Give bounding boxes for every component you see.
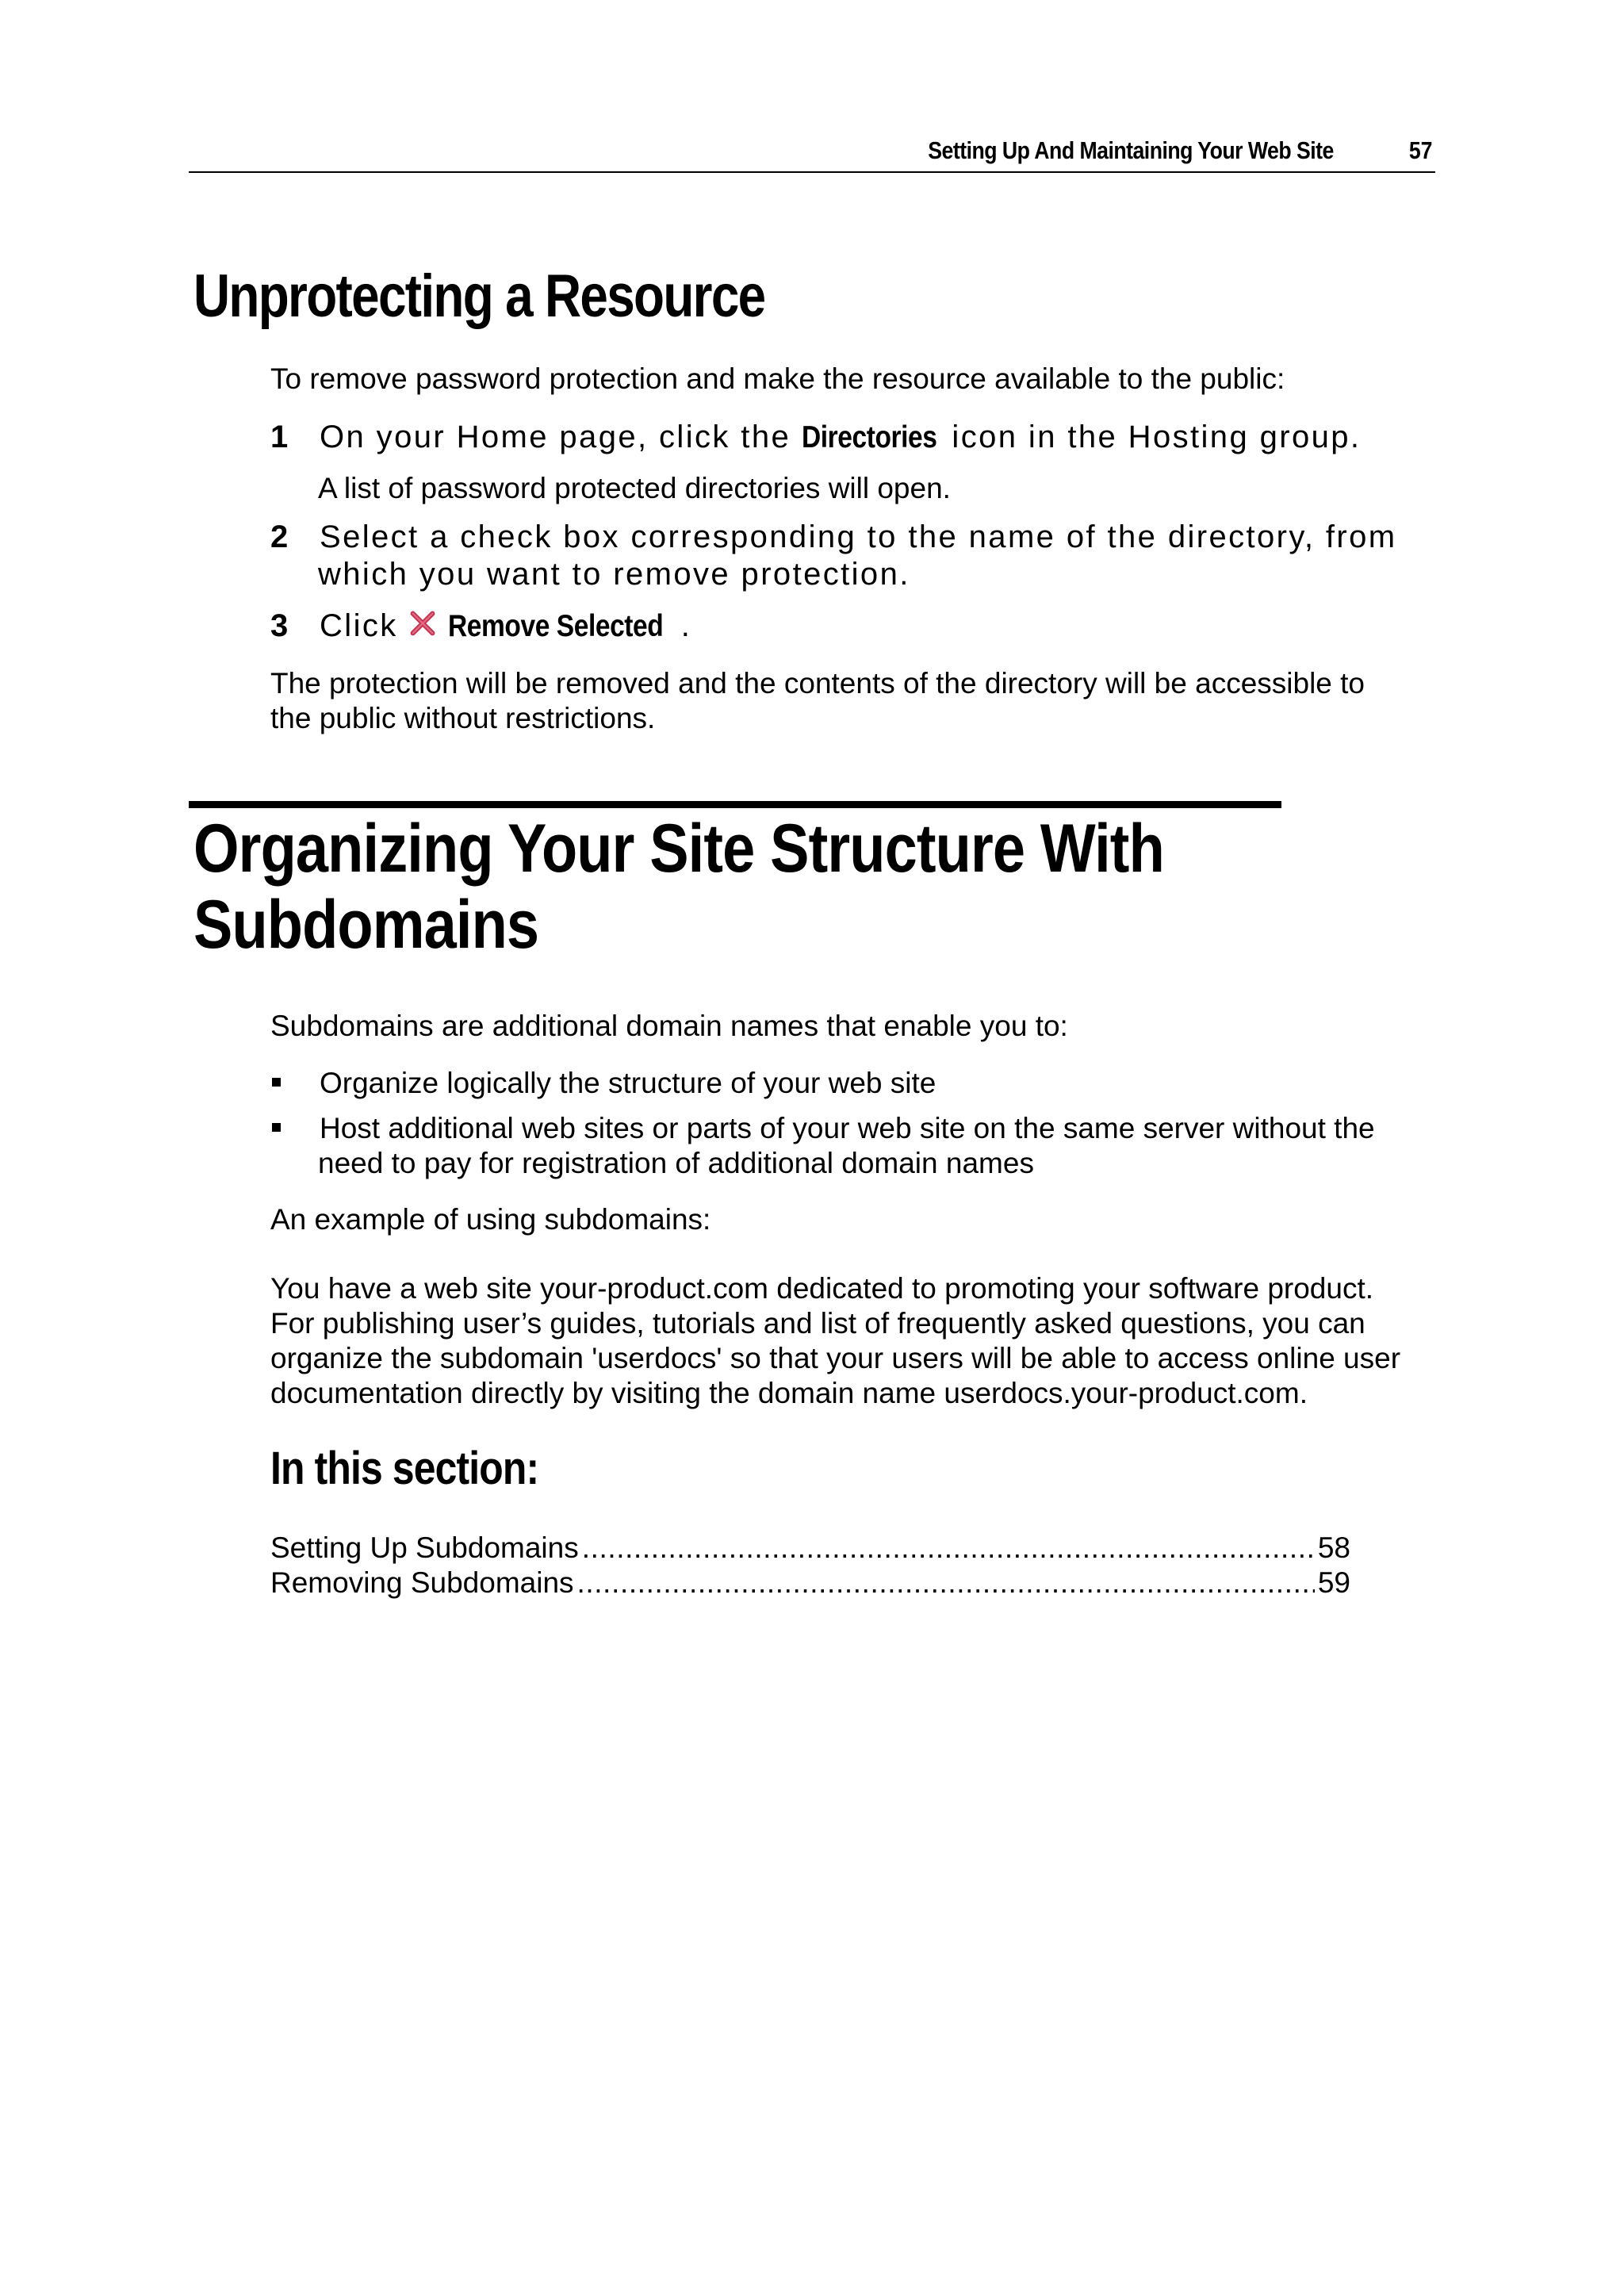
step-text-before: On your Home page, click the — [320, 420, 802, 454]
step-text-line2: which you want to remove protection. — [318, 557, 910, 592]
step-text — [320, 419, 1361, 456]
example-line: For publishing user’s guides, tutorials and list of frequently asked questions, you can — [270, 1307, 1365, 1340]
list-item-text: Organize logically the structure of your web site — [320, 1067, 936, 1099]
example-intro: An example of using subdomains: — [270, 1203, 711, 1236]
heading-line-1: Organizing Your Site Structure With — [193, 811, 1164, 887]
in-this-section-heading: In this section: — [270, 1443, 539, 1494]
list-item-text-line1: Host additional web sites or parts of your web site on the same server without the — [320, 1112, 1375, 1144]
bullet-marker — [272, 1078, 281, 1087]
step-text-after: . — [680, 608, 692, 643]
step-text-before: Click — [320, 608, 409, 643]
step-text — [320, 608, 691, 645]
example-line: documentation directly by visiting the domain name userdocs.your-product.com. — [270, 1377, 1308, 1409]
bullet-marker — [272, 1123, 281, 1132]
example-line: organize the subdomain 'userdocs' so that your users will be able to access online user — [270, 1342, 1401, 1374]
heading-rule — [189, 801, 1281, 808]
section-heading-unprotecting: Unprotecting a Resource — [193, 263, 765, 330]
heading-line-2: Subdomains — [193, 887, 539, 963]
toc-title: Removing Subdomains — [270, 1566, 574, 1599]
running-header — [189, 133, 1435, 173]
section1-outcome-line1: The protection will be removed and the contents of the directory will be accessible to — [270, 667, 1365, 700]
running-header-title: Setting Up And Maintaining Your Web Site — [928, 136, 1334, 164]
section-heading-organizing — [193, 811, 1164, 963]
step-1-result: A list of password protected directories will open. — [318, 472, 951, 504]
section1-outcome-line2: the public without restrictions. — [270, 702, 656, 734]
step-number: 2 — [270, 519, 289, 554]
example-line: You have a web site your-product.com dedicated to promoting your software product. — [270, 1272, 1374, 1305]
directories-label: Directories — [801, 420, 937, 454]
toc-entry-setting-up-subdomains[interactable] — [270, 1531, 1350, 1566]
remove-x-icon — [408, 608, 439, 638]
toc-leader — [582, 1531, 1315, 1566]
toc-page-number: 59 — [1317, 1566, 1350, 1599]
toc-title: Setting Up Subdomains — [270, 1531, 579, 1564]
section1-intro: To remove password protection and make the resource available to the public: — [270, 362, 1285, 395]
step-text-after: icon in the Hosting group. — [940, 420, 1362, 454]
step-number: 1 — [270, 420, 289, 454]
toc-entry-removing-subdomains[interactable] — [270, 1566, 1350, 1600]
section2-intro: Subdomains are additional domain names that enable you to: — [270, 1010, 1068, 1042]
step-text-line1: Select a check box corresponding to the name of the directory, from — [320, 519, 1397, 554]
toc-page-number: 58 — [1317, 1531, 1350, 1564]
list-item-text-line2: need to pay for registration of additional domain names — [318, 1147, 1034, 1179]
page-number: 57 — [1408, 136, 1432, 164]
step-number: 3 — [270, 608, 289, 643]
remove-selected-label: Remove Selected — [448, 609, 664, 643]
toc-leader — [577, 1566, 1315, 1600]
